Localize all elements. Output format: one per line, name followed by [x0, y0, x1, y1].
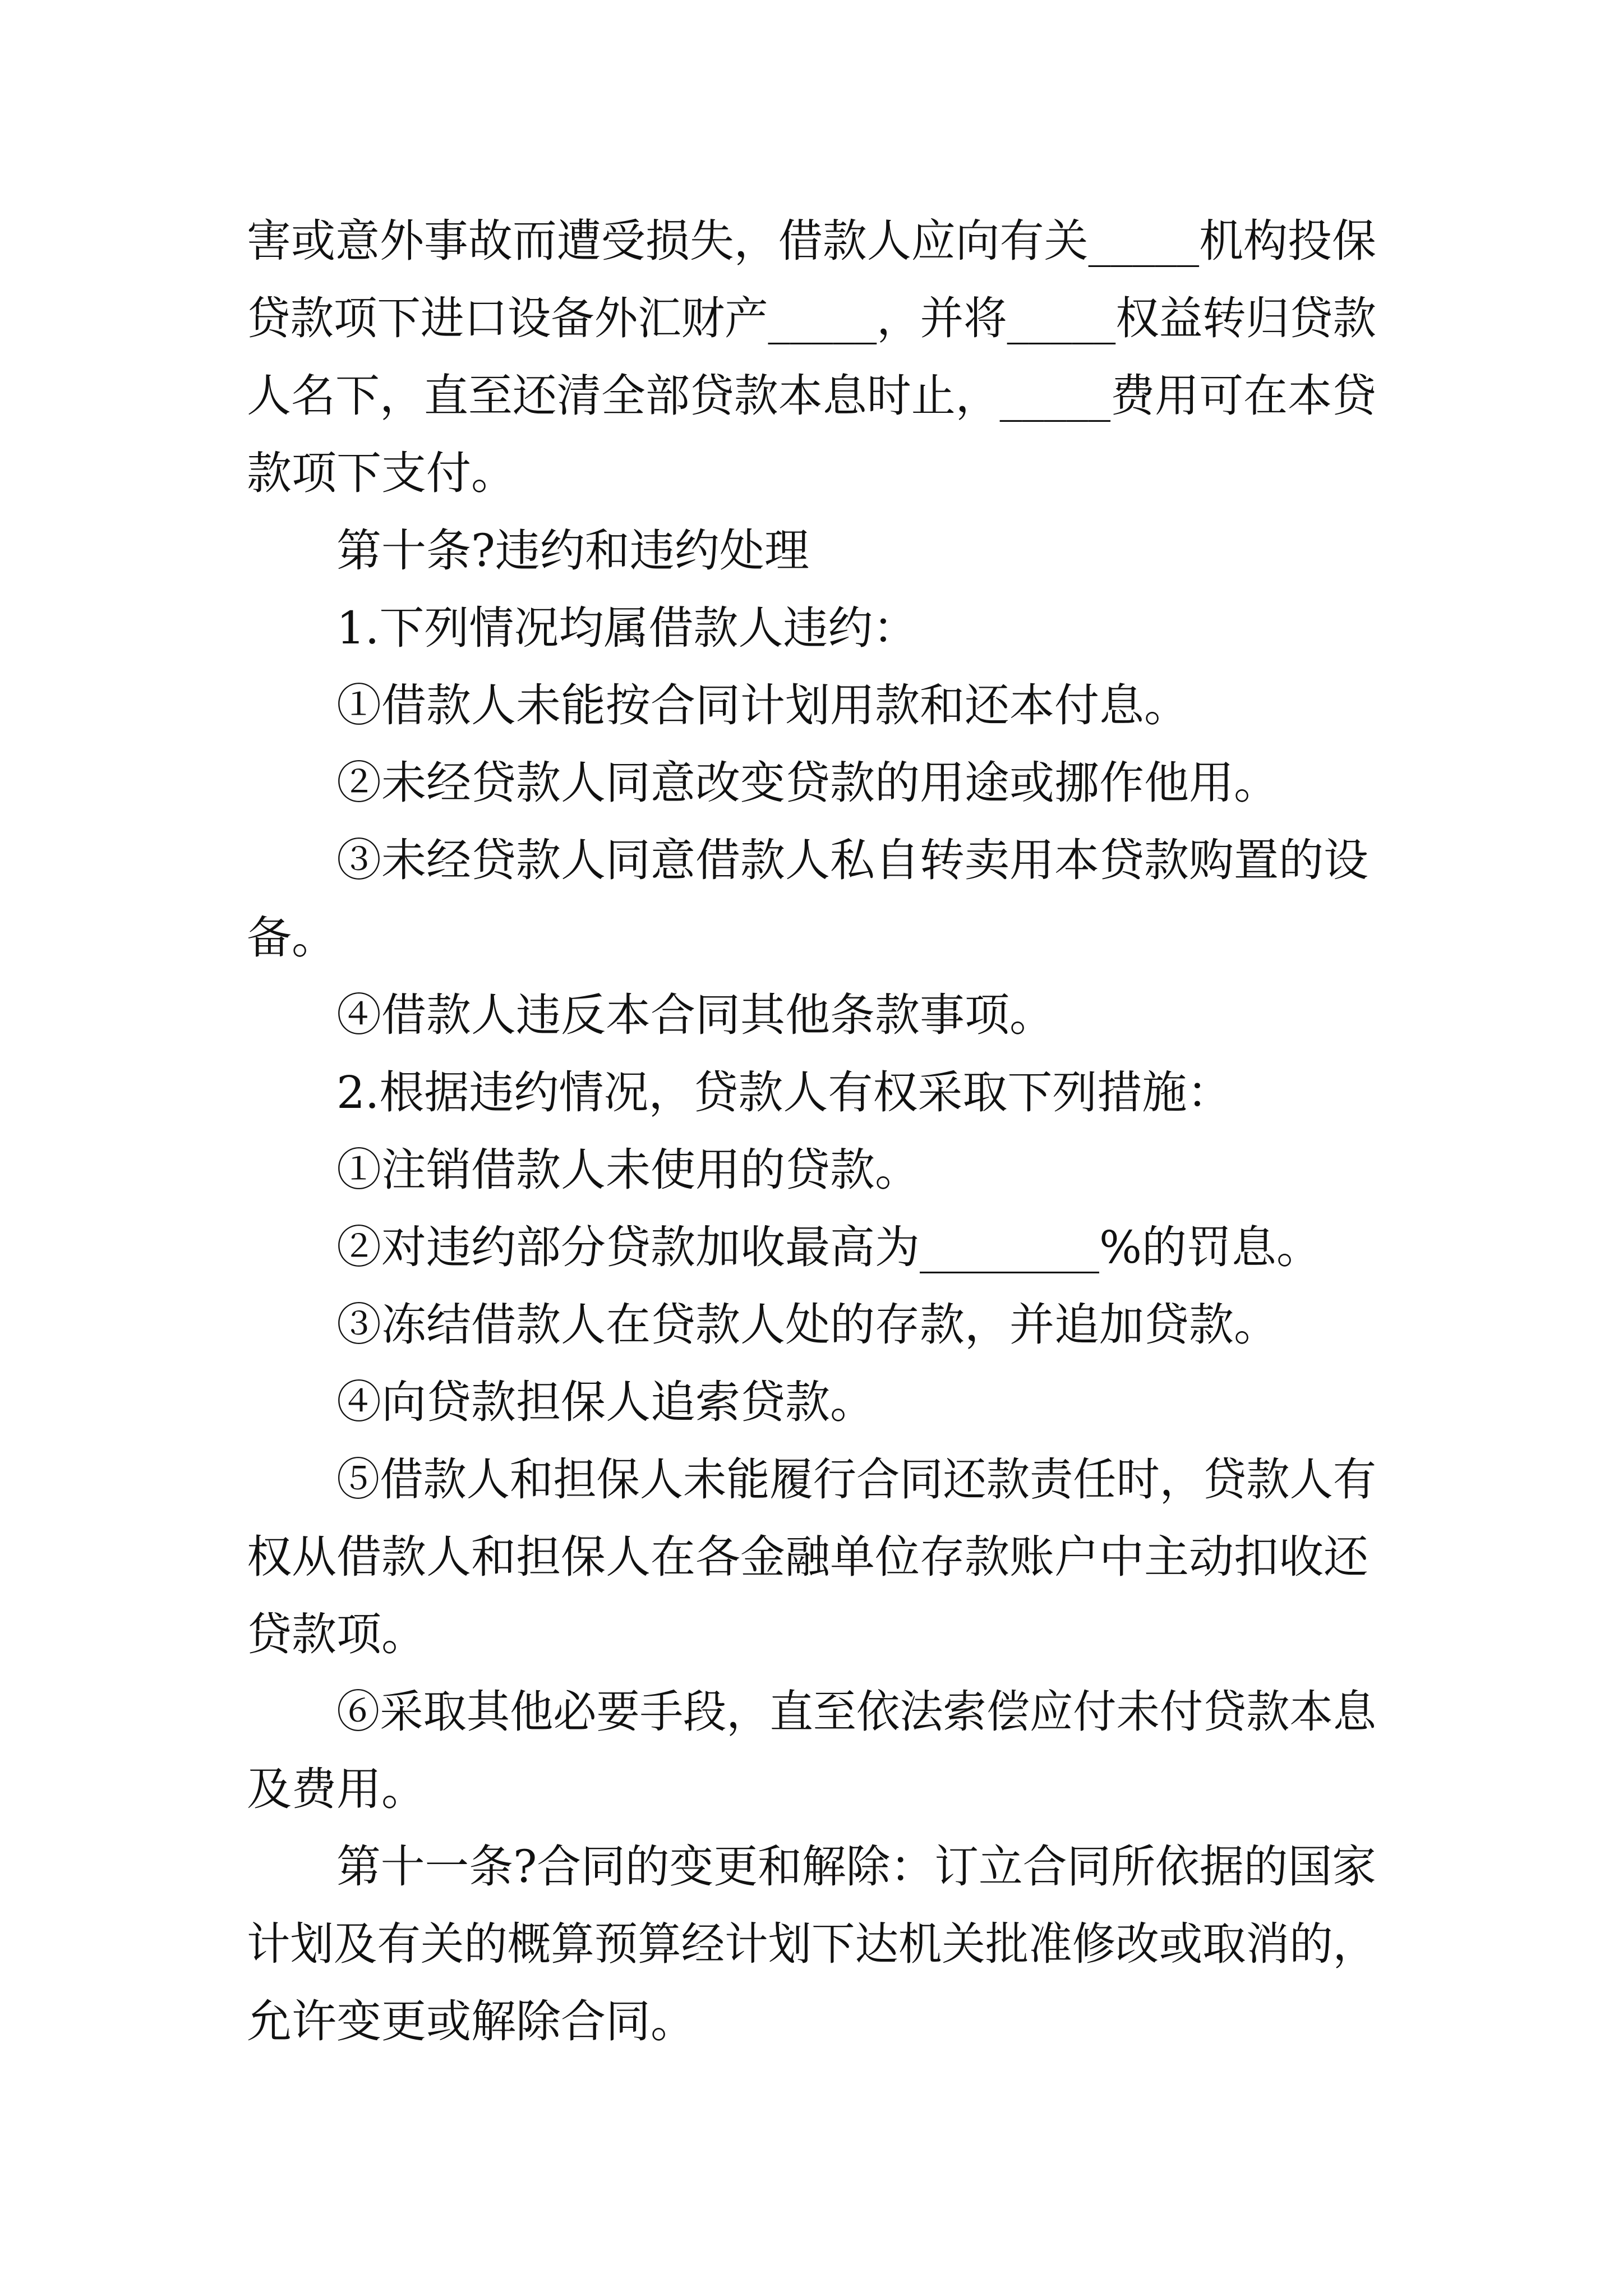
list-item [0, 1446, 1623, 1513]
line-text: ②对违约部分贷款加收最高为________%的罚息。 [336, 1221, 1322, 1273]
line-text: 贷款项下进口设备外汇财产_____，并将_____权益转归贷款 [247, 292, 1376, 344]
line-text: 人名下，直至还清全部贷款本息时止，_____费用可在本贷 [247, 370, 1376, 422]
list-item [0, 982, 1623, 1049]
text-line [0, 1601, 1623, 1668]
line-text: 计划及有关的概算预算经计划下达机关批准修改或取消的， [247, 1918, 1376, 1970]
section-heading [0, 517, 1623, 585]
list-item [0, 749, 1623, 817]
line-text: ①借款人未能按合同计划用款和还本付息。 [336, 679, 1189, 731]
line-text: ①注销借款人未使用的贷款。 [336, 1144, 920, 1196]
text-line [0, 440, 1623, 507]
line-text: 允许变更或解除合同。 [247, 1995, 695, 2047]
list-item [0, 1214, 1623, 1281]
list-item [0, 1291, 1623, 1359]
line-text: 贷款项。 [247, 1608, 426, 1660]
list-item [0, 1678, 1623, 1746]
line-text: ③冻结借款人在贷款人处的存款，并追加贷款。 [336, 1299, 1279, 1351]
text-line [0, 1756, 1623, 1823]
line-text: ⑥采取其他必要手段，直至依法索偿应付未付贷款本息 [336, 1686, 1376, 1738]
line-text: ⑤借款人和担保人未能履行合同还款责任时，贷款人有 [336, 1453, 1376, 1506]
text-line [0, 1911, 1623, 1978]
text-line [0, 1988, 1623, 2055]
line-text: 1.下列情况均属借款人违约： [336, 602, 918, 654]
line-text: 权从借款人和担保人在各金融单位存款账户中主动扣收还 [247, 1531, 1368, 1583]
text-line [0, 1524, 1623, 1591]
line-text: 及费用。 [247, 1763, 426, 1815]
line-text: ④向贷款担保人追索贷款。 [336, 1376, 875, 1428]
line-text: ④借款人违反本合同其他条款事项。 [336, 989, 1054, 1041]
line-text: ②未经贷款人同意改变贷款的用途或挪作他用。 [336, 757, 1279, 809]
text-line [0, 1059, 1623, 1126]
list-item [0, 1369, 1623, 1436]
line-text: 备。 [247, 912, 336, 964]
line-text: 款项下支付。 [247, 447, 516, 499]
list-item [0, 827, 1623, 894]
text-line [0, 904, 1623, 972]
line-text: 第十条?违约和违约处理 [336, 524, 809, 577]
line-text: 第十一条?合同的变更和解除：订立合同所依据的国家 [336, 1841, 1376, 1893]
text-line [0, 362, 1623, 430]
line-text: ③未经贷款人同意借款人私自转卖用本贷款购置的设 [336, 834, 1368, 886]
line-text: 害或意外事故而遭受损失，借款人应向有关_____机构投保 [247, 215, 1376, 267]
text-line [0, 285, 1623, 352]
text-line [0, 595, 1623, 662]
section-heading [0, 1833, 1623, 1901]
list-item [0, 1137, 1623, 1204]
list-item [0, 672, 1623, 739]
line-text: 2.根据违约情况，贷款人有权采取下列措施： [336, 1066, 1232, 1119]
text-line [0, 208, 1623, 275]
